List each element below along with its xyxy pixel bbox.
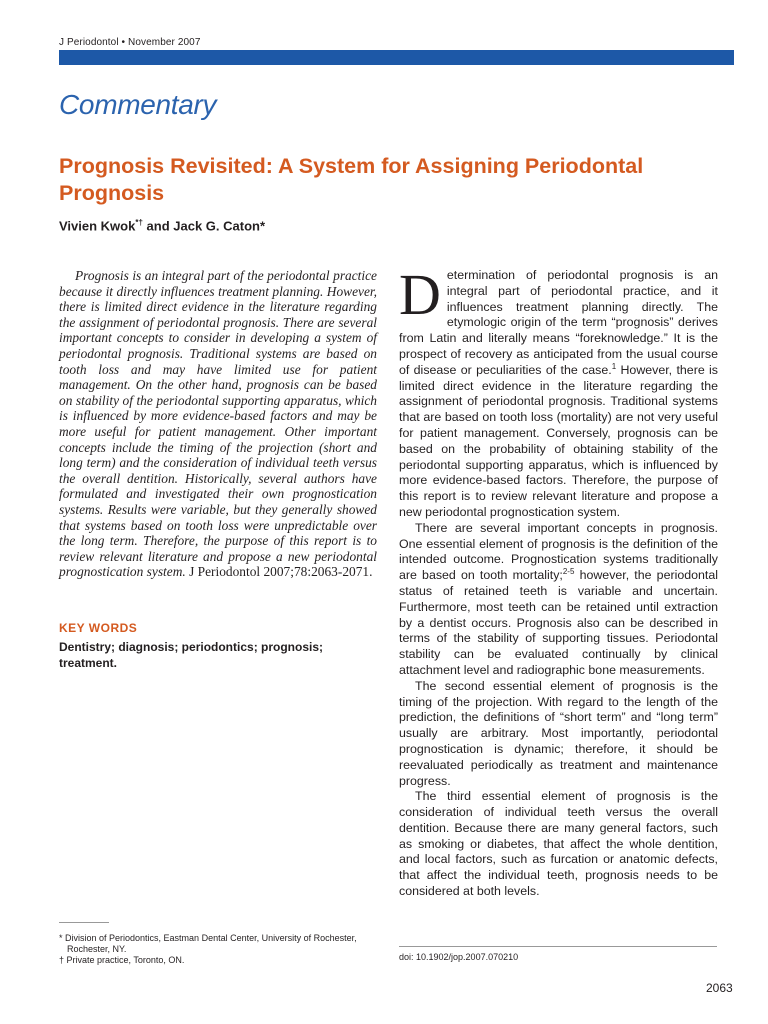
author-name: Vivien Kwok [59, 218, 136, 234]
reference-marker: 1 [611, 361, 617, 371]
page-number: 2063 [706, 981, 733, 995]
body-text [399, 262, 718, 900]
paragraph-text: etermination of periodontal prognosis is an integral part of periodontal practice, and it influences treatment planning directly. The etymologic origin of the term “prognosis” derives from Latin and literally means “foreknowledge.” It is the prospect of recovery as anticipated from the usual course of disease or peculiarities of the case. [399, 268, 718, 377]
paragraph [399, 262, 718, 521]
abstract [59, 268, 377, 580]
footnote-rule [59, 922, 109, 923]
affiliation-marks: *† [135, 218, 143, 227]
paragraph-text: However, there is limited direct evidence in the literature regarding the assignment of periodontal prognosis. Traditional systems that are based on tooth loss (mortality) are not very useful for patient management. Conversely, prognosis can be based on the probability of obtaining stability of the periodontal supporting apparatus, which is influenced by more evidence-based factors. Therefore, the purpose of this report is to review relevant literature and propose a new periodontal prognostication system. [399, 362, 718, 519]
author-name: Jack G. Caton [173, 218, 260, 234]
section-label: Commentary [59, 89, 217, 120]
journal-line: J Periodontol • November 2007 [59, 37, 201, 48]
paragraph [399, 521, 718, 679]
reference-marker: 2-5 [562, 567, 575, 577]
authors [59, 218, 265, 233]
doi-rule [399, 946, 717, 947]
paragraph: The third essential element of prognosis is the consideration of individual teeth versus the overall dentition. Because there are many general factors, such as smoking or diabetes, that affect the whole dentition, and local factors, such as furcation or anatomic defects, that affect the individual teeth, prognosis needs to be considered at both levels. [399, 789, 718, 899]
paragraph: The second essential element of prognosis is the timing of the projection. With regard to the length of the prediction, the definitions of “short term” and “long term” usually are arbitrary. Most importantly, periodontal prognostication is dynamic; therefore, it should be reevaluated periodically as treatment and maintenance progress. [399, 678, 718, 788]
article-title: Prognosis Revisited: A System for Assigning Periodontal Prognosis [59, 154, 644, 205]
footnote: * Division of Periodontics, Eastman Dental Center, University of Rochester, Rochester, NY. [59, 933, 357, 954]
doi: doi: 10.1902/jop.2007.070210 [399, 952, 519, 962]
abstract-text: Prognosis is an integral part of the periodontal practice because it directly influences treatment planning. However, there is limited direct evidence in the literature regarding the assignment of periodontal prognosis. There are several important concepts to consider in developing a system of periodontal prognosis. Traditional systems are based on tooth loss and may have limited use for patient management. On the other hand, prognosis can be based on stability of the periodontal supporting apparatus, which is influenced by more evidence-based factors and may be more useful for patient management. Other important concepts include the timing of the projection (short and long term) and the consideration of individual teeth versus the overall dentition. Historically, several authors have formulated and investigated their own prognostication systems. Results were variable, but they generally showed that systems based on tooth loss were unpredictable over the long term. Therefore, the purpose of this report is to review relevant literature and propose a new periodontal prognostication system. [59, 268, 377, 580]
abstract-citation: J Periodontol 2007;78:2063-2071. [185, 564, 373, 580]
footnote: † Private practice, Toronto, ON. [59, 955, 185, 965]
header-bar [59, 50, 734, 65]
paragraph-text: There are several important concepts in prognosis. One essential element of prognosis is the definition of the intended outcome. Prognostication systems traditionally are based on tooth mortality; [399, 520, 718, 583]
footnotes [59, 933, 379, 966]
affiliation-marks: * [259, 218, 266, 234]
author-conjunction: and [142, 218, 174, 234]
paragraph-text: however, the periodontal status of retained teeth is variable and uncertain. Furthermore, most teeth can be retained until extraction by a dentist occurs. Prognosis also can be described in terms of the stability of supporting tissues. Periodontal stability can be evaluated continually by clinical attachment level and radiographic bone measurements. [399, 568, 718, 677]
keywords-heading: KEY WORDS [59, 621, 138, 635]
drop-cap: D [399, 262, 441, 327]
keywords-text: Dentistry; diagnosis; periodontics; prognosis; treatment. [59, 640, 324, 670]
